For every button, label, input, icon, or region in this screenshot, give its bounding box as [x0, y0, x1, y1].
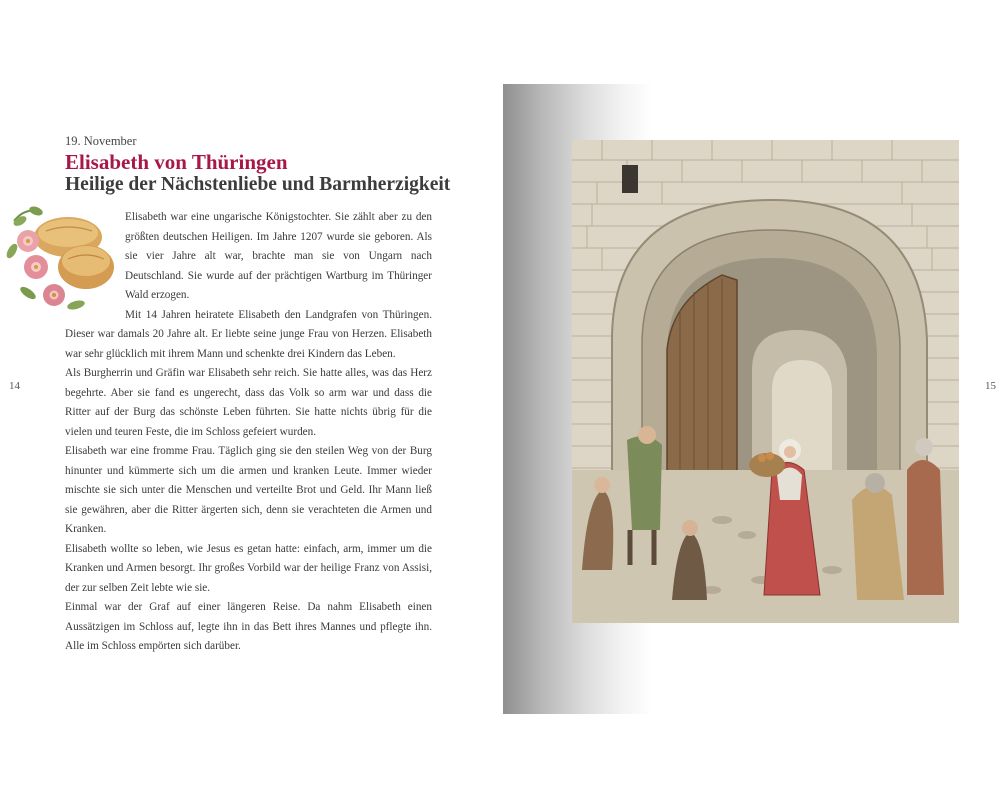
paragraph: Als Burgherrin und Gräfin war Elisabeth sehr reich. Sie hatte alles, was das Herz begehrte. Aber sie fand es ungerecht, dass das Volk so arm war und dass die Ritter auf der Burg das schönste Leben führten. Sie hatte nichts übrig für die vielen und teuren Feste, die im Schloss gefeiert wurden. [65, 367, 432, 438]
article-body [65, 208, 432, 657]
vignette-wrap-spacer [65, 208, 125, 306]
paragraph: Elisabeth war eine ungarische Königstochter. Sie zählt aber zu den größten deutschen Heiligen. Im Jahre 1207 wurde sie geboren. Als sie vier Jahre alt war, brachte man sie von Ungarn nach Deutschland. Sie wurde auf der prächtigen Wartburg im Thüringer Wald erzogen. [125, 211, 432, 301]
paragraph: Einmal war der Graf auf einer längeren Reise. Da nahm Elisabeth einen Aussätzigen im Schloss auf, legte ihn in das Bett ihres Mannes und pflegte ihn. Alle im Schloss empörten sich darüber. [65, 601, 432, 652]
paragraph: Elisabeth war eine fromme Frau. Täglich ging sie den steilen Weg von der Burg hinunter und kümmerte sich um die armen und kranken Leute. Immer wieder mischte sie sich unter die Menschen und verteilte Brot und Geld. Ihr Mann ließ sie gewähren, aber die Ritter ärgerten sich, denn sie verachteten die Armen und Kranken. [65, 445, 432, 535]
page-title: Elisabeth von Thüringen [65, 150, 288, 174]
page-number-right: 15 [985, 380, 996, 392]
paragraph: Mit 14 Jahren heiratete Elisabeth den Landgrafen von Thüringen. Dieser war damals 20 Jahre alt. Er liebte seine junge Frau von Herzen. Elisabeth war sehr glücklich mit ihrem Mann und schenkte drei Kindern das Leben. [65, 308, 432, 360]
castle-gate-illustration [572, 140, 959, 623]
date-line: 19. November [65, 134, 137, 148]
page-subtitle: Heilige der Nächstenliebe und Barmherzigkeit [65, 174, 451, 195]
paragraph: Elisabeth wollte so leben, wie Jesus es getan hatte: einfach, arm, immer um die Kranken und Armen besorgt. Ihr großes Vorbild war der heilige Franz von Assisi, der zur selben Zeit lebte wie sie. [65, 542, 432, 594]
page-number-left: 14 [9, 380, 20, 392]
